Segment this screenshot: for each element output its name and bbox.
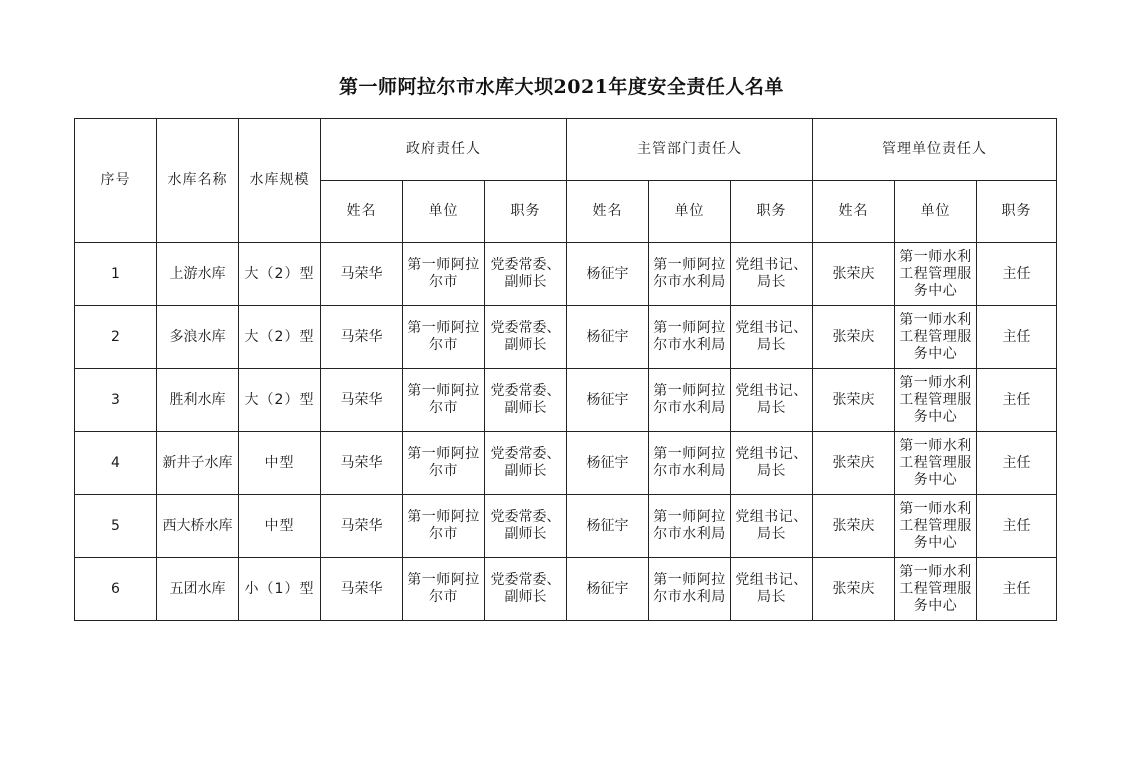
cell-dept-name: 杨征宇 [567,306,649,369]
table-row [75,558,1057,621]
header-reservoir-scale: 水库规模 [239,119,321,243]
cell-dept-name: 杨征宇 [567,432,649,495]
cell-gov-unit: 第一师阿拉尔市 [403,558,485,621]
cell-reservoir: 西大桥水库 [157,495,239,558]
cell-dept-unit: 第一师阿拉尔市水利局 [649,432,731,495]
header-government-group: 政府责任人 [321,119,567,181]
cell-gov-position: 党委常委、副师长 [485,306,567,369]
cell-mgmt-position: 主任 [977,558,1057,621]
cell-gov-name: 马荣华 [321,243,403,306]
cell-gov-name: 马荣华 [321,495,403,558]
cell-mgmt-position: 主任 [977,243,1057,306]
cell-dept-unit: 第一师阿拉尔市水利局 [649,243,731,306]
cell-mgmt-name: 张荣庆 [813,243,895,306]
cell-dept-position: 党组书记、局长 [731,306,813,369]
header-dept-name: 姓名 [567,181,649,243]
cell-scale: 大（2）型 [239,369,321,432]
table-row [75,369,1057,432]
cell-mgmt-unit: 第一师水利工程管理服务中心 [895,432,977,495]
cell-gov-name: 马荣华 [321,432,403,495]
table-row [75,495,1057,558]
cell-dept-name: 杨征宇 [567,243,649,306]
cell-dept-unit: 第一师阿拉尔市水利局 [649,369,731,432]
cell-dept-name: 杨征宇 [567,558,649,621]
page-title: 第一师阿拉尔市水库大坝2021年度安全责任人名单 [339,76,784,98]
table-row [75,243,1057,306]
cell-gov-name: 马荣华 [321,558,403,621]
cell-seq: 2 [75,306,157,369]
table-row [75,306,1057,369]
cell-gov-unit: 第一师阿拉尔市 [403,432,485,495]
cell-mgmt-position: 主任 [977,306,1057,369]
header-department-group: 主管部门责任人 [567,119,813,181]
cell-gov-unit: 第一师阿拉尔市 [403,243,485,306]
cell-dept-position: 党组书记、局长 [731,432,813,495]
cell-dept-position: 党组书记、局长 [731,495,813,558]
header-mgmt-position: 职务 [977,181,1057,243]
cell-scale: 中型 [239,432,321,495]
cell-seq: 6 [75,558,157,621]
cell-reservoir: 五团水库 [157,558,239,621]
cell-dept-unit: 第一师阿拉尔市水利局 [649,495,731,558]
cell-dept-name: 杨征宇 [567,369,649,432]
cell-mgmt-unit: 第一师水利工程管理服务中心 [895,369,977,432]
cell-gov-position: 党委常委、副师长 [485,243,567,306]
cell-mgmt-unit: 第一师水利工程管理服务中心 [895,243,977,306]
cell-gov-unit: 第一师阿拉尔市 [403,306,485,369]
table-row [75,432,1057,495]
cell-mgmt-name: 张荣庆 [813,369,895,432]
cell-dept-position: 党组书记、局长 [731,369,813,432]
cell-gov-position: 党委常委、副师长 [485,432,567,495]
cell-dept-unit: 第一师阿拉尔市水利局 [649,306,731,369]
cell-dept-position: 党组书记、局长 [731,243,813,306]
cell-scale: 小（1）型 [239,558,321,621]
cell-dept-position: 党组书记、局长 [731,558,813,621]
cell-dept-unit: 第一师阿拉尔市水利局 [649,558,731,621]
cell-scale: 大（2）型 [239,243,321,306]
cell-seq: 5 [75,495,157,558]
cell-seq: 4 [75,432,157,495]
cell-mgmt-name: 张荣庆 [813,306,895,369]
cell-mgmt-unit: 第一师水利工程管理服务中心 [895,306,977,369]
cell-reservoir: 上游水库 [157,243,239,306]
cell-gov-position: 党委常委、副师长 [485,558,567,621]
cell-seq: 3 [75,369,157,432]
header-mgmt-name: 姓名 [813,181,895,243]
cell-mgmt-unit: 第一师水利工程管理服务中心 [895,495,977,558]
header-seq: 序号 [75,119,157,243]
cell-mgmt-name: 张荣庆 [813,495,895,558]
cell-gov-unit: 第一师阿拉尔市 [403,369,485,432]
header-gov-unit: 单位 [403,181,485,243]
cell-mgmt-name: 张荣庆 [813,432,895,495]
header-gov-position: 职务 [485,181,567,243]
cell-mgmt-position: 主任 [977,369,1057,432]
cell-gov-unit: 第一师阿拉尔市 [403,495,485,558]
cell-reservoir: 新井子水库 [157,432,239,495]
cell-mgmt-position: 主任 [977,432,1057,495]
cell-seq: 1 [75,243,157,306]
cell-reservoir: 多浪水库 [157,306,239,369]
cell-gov-position: 党委常委、副师长 [485,369,567,432]
cell-mgmt-name: 张荣庆 [813,558,895,621]
header-dept-unit: 单位 [649,181,731,243]
header-gov-name: 姓名 [321,181,403,243]
cell-gov-name: 马荣华 [321,306,403,369]
header-row-groups [75,119,1057,181]
cell-dept-name: 杨征宇 [567,495,649,558]
cell-mgmt-unit: 第一师水利工程管理服务中心 [895,558,977,621]
cell-mgmt-position: 主任 [977,495,1057,558]
cell-gov-name: 马荣华 [321,369,403,432]
header-reservoir-name: 水库名称 [157,119,239,243]
cell-scale: 中型 [239,495,321,558]
header-dept-position: 职务 [731,181,813,243]
cell-gov-position: 党委常委、副师长 [485,495,567,558]
cell-scale: 大（2）型 [239,306,321,369]
header-mgmt-unit: 单位 [895,181,977,243]
responsibility-table [74,118,1057,621]
cell-reservoir: 胜利水库 [157,369,239,432]
header-management-group: 管理单位责任人 [813,119,1057,181]
